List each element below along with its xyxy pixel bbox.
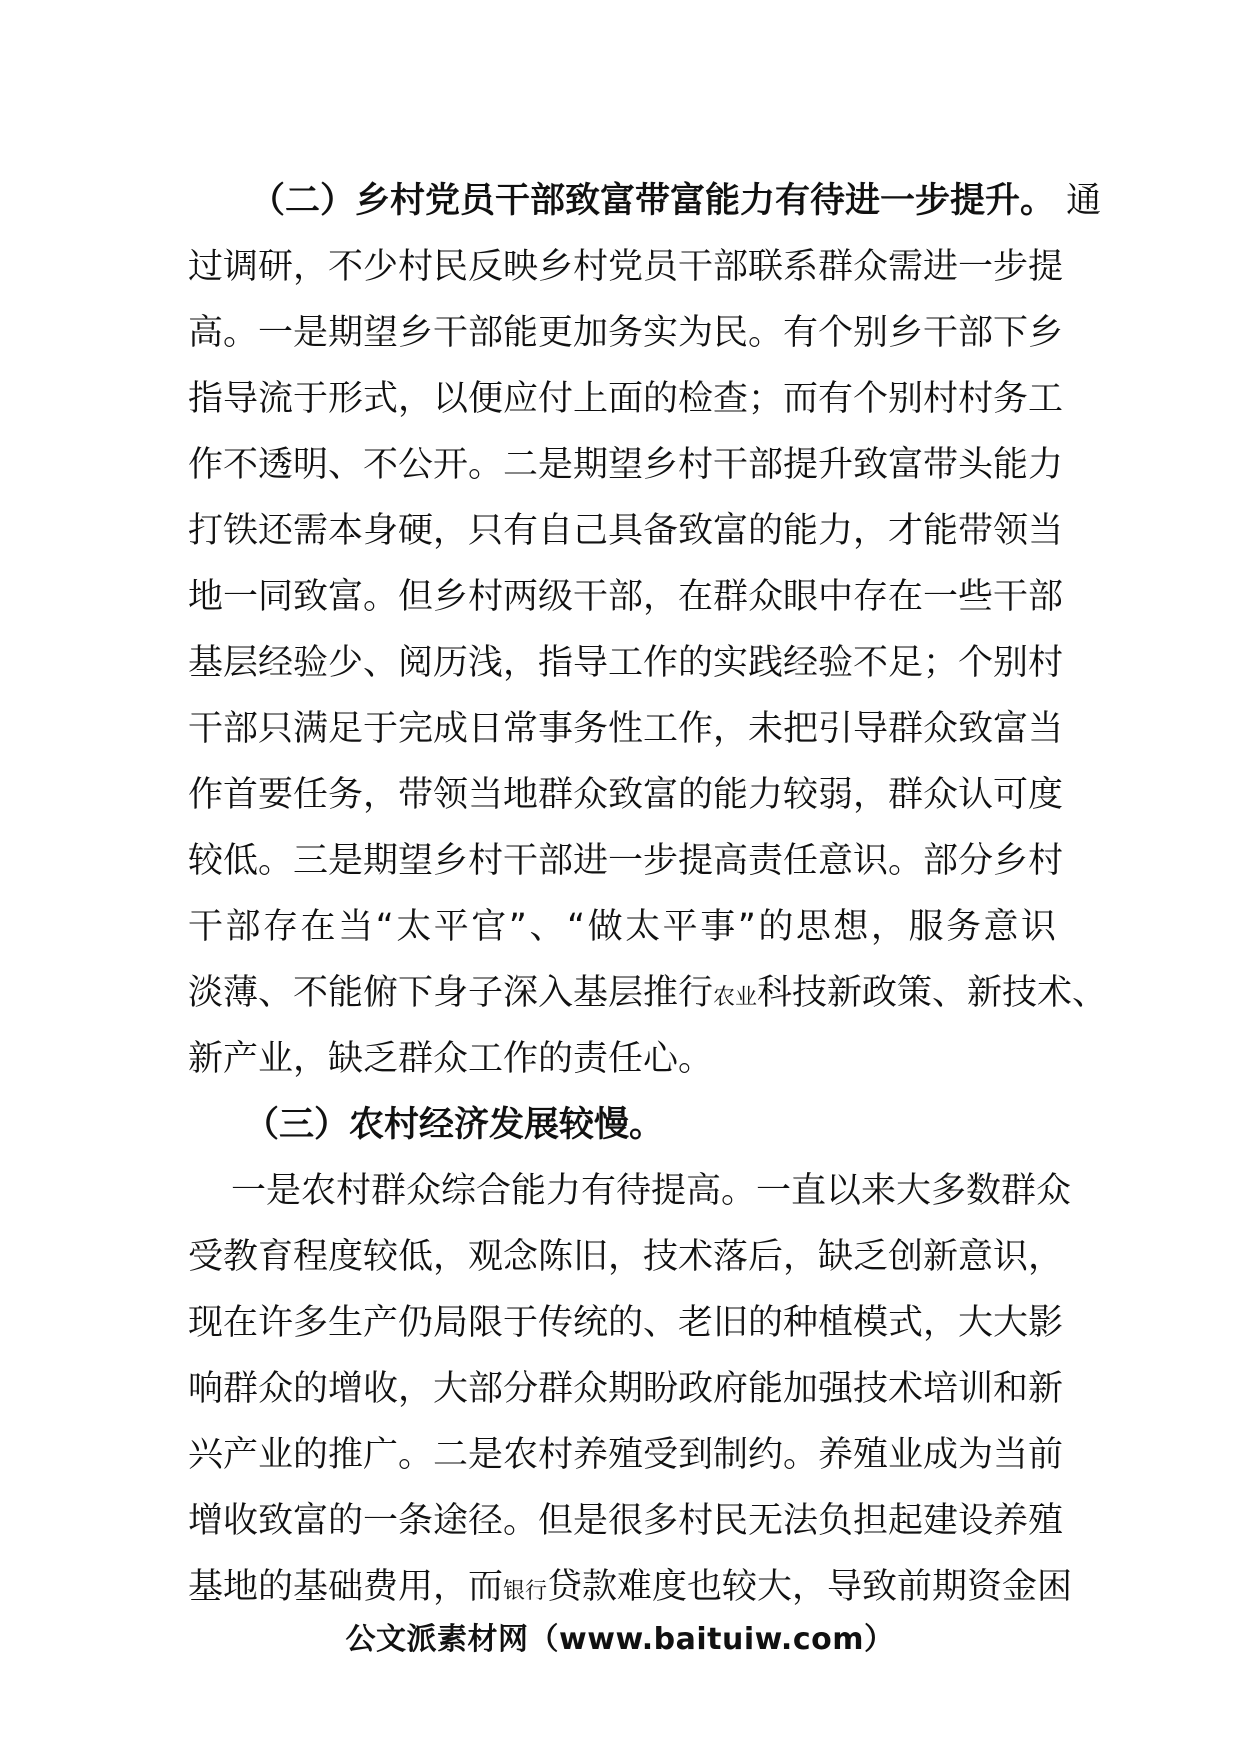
- paragraph-line: 作不透明、不公开。二是期望乡村干部提升致富带头能力: [188, 445, 1064, 485]
- paragraph-line: 打铁还需本身硬，只有自己具备致富的能力，才能带领当: [188, 511, 1064, 551]
- paragraph-line: 地一同致富。但乡村两级干部，在群众眼中存在一些干部: [188, 577, 1064, 617]
- section2-heading-tail: 通: [1055, 181, 1102, 221]
- small-inline-text: 农业: [713, 985, 758, 1010]
- paragraph-line-mixed: [188, 960, 1108, 1026]
- footer-watermark: 公文派素材网（www.baituiw.com）: [345, 1622, 895, 1657]
- paragraph-line: 较低。三是期望乡村干部进一步提高责任意识。部分乡村: [188, 841, 1064, 881]
- paragraph-line: 指导流于形式，以便应付上面的检查；而有个别村村务工: [188, 379, 1064, 419]
- paragraph-line: 响群众的增收，大部分群众期盼政府能加强技术培训和新: [188, 1369, 1064, 1409]
- paragraph-last-line: 新产业，缺乏群众工作的责任心。: [188, 1039, 714, 1079]
- body-text: [188, 168, 1108, 1620]
- paragraph-line: 高。一是期望乡干部能更加务实为民。有个别乡干部下乡: [188, 313, 1064, 353]
- line-text: 贷款难度也较大，导致前期资金困: [547, 1567, 1073, 1607]
- section2-heading-line: [188, 168, 1102, 234]
- paragraph-line: 兴产业的推广。二是农村养殖受到制约。养殖业成为当前: [188, 1435, 1064, 1475]
- paragraph-line: 增收致富的一条途径。但是很多村民无法负担起建设养殖: [188, 1501, 1064, 1541]
- paragraph-line: 干部只满足于完成日常事务性工作，未把引导群众致富当: [188, 709, 1064, 749]
- paragraph-first-line: 一是农村群众综合能力有待提高。一直以来大多数群众: [231, 1171, 1072, 1211]
- paragraph-line: 现在许多生产仍局限于传统的、老旧的种植模式，大大影: [188, 1303, 1064, 1343]
- paragraph-line: 干部存在当“太平官”、“做太平事”的思想，服务意识: [188, 907, 1056, 947]
- section2-heading: （二）乡村党员干部致富带富能力有待进一步提升。: [250, 181, 1056, 221]
- section3-heading: （三）农村经济发展较慢。: [244, 1105, 665, 1145]
- line-text: 淡薄、不能俯下身子深入基层推行: [188, 973, 714, 1013]
- small-inline-text: 银行: [503, 1579, 548, 1604]
- paragraph-line: 受教育程度较低，观念陈旧，技术落后，缺乏创新意识，: [188, 1237, 1064, 1277]
- line-text: 科技新政策、新技术、: [757, 973, 1108, 1013]
- line-text: 基地的基础费用，而: [188, 1567, 504, 1607]
- paragraph-line: 作首要任务，带领当地群众致富的能力较弱，群众认可度: [188, 775, 1064, 815]
- paragraph-line: 基层经验少、阅历浅，指导工作的实践经验不足；个别村: [188, 643, 1064, 683]
- paragraph-line: 过调研，不少村民反映乡村党员干部联系群众需进一步提: [188, 247, 1064, 287]
- paragraph-line-mixed: [188, 1554, 1073, 1620]
